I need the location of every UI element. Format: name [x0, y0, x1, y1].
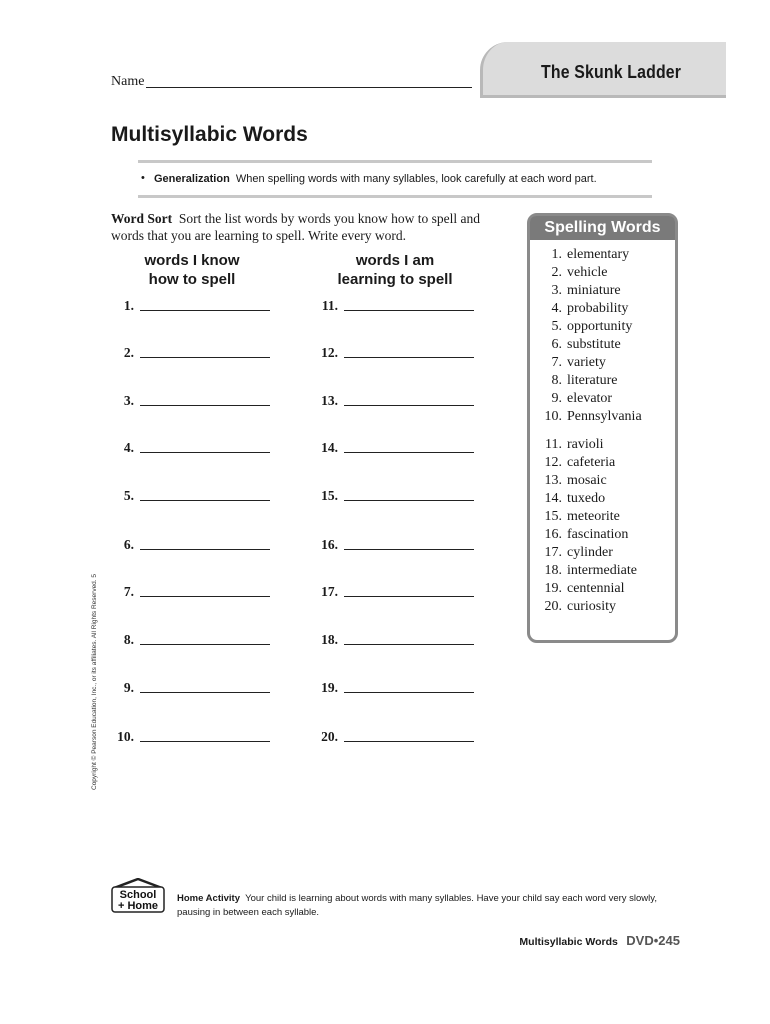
spelling-word: cafeteria — [567, 455, 616, 470]
blank-line[interactable] — [344, 500, 474, 501]
spelling-word: Pennsylvania — [567, 409, 642, 424]
spelling-word: miniature — [567, 283, 621, 298]
answer-blank-row[interactable] — [108, 440, 270, 456]
blank-line[interactable] — [140, 310, 270, 311]
footer-title: Multisyllabic Words — [519, 936, 618, 948]
blank-number: 8. — [123, 632, 134, 647]
bullet-icon: • — [141, 172, 145, 184]
blank-number: 13. — [321, 393, 338, 408]
spelling-word: elementary — [567, 247, 630, 262]
spelling-words-list-1 — [530, 246, 642, 426]
blank-line[interactable] — [344, 644, 474, 645]
blank-number: 11. — [321, 298, 338, 313]
blank-number: 4. — [123, 440, 134, 455]
answer-blank-row[interactable] — [108, 488, 270, 504]
answer-blank-row[interactable] — [312, 632, 474, 648]
answer-blank-row[interactable] — [108, 632, 270, 648]
blank-number: 17. — [321, 584, 338, 599]
blank-number: 2. — [123, 345, 134, 360]
spelling-word: literature — [567, 373, 618, 388]
blank-line[interactable] — [140, 500, 270, 501]
spelling-word-number: 7. — [551, 355, 562, 370]
home-activity-label: Home Activity — [177, 893, 240, 904]
blank-line[interactable] — [344, 692, 474, 693]
blank-number: 19. — [321, 680, 338, 695]
column-heading-learning — [300, 251, 490, 289]
blank-line[interactable] — [344, 741, 474, 742]
spelling-word-item — [530, 598, 637, 616]
spelling-word-item — [530, 282, 642, 300]
spelling-word-number: 13. — [544, 473, 562, 488]
spelling-word-number: 1. — [551, 247, 562, 262]
blank-line[interactable] — [344, 452, 474, 453]
story-title: The Skunk Ladder — [541, 62, 682, 82]
name-label: Name — [111, 74, 145, 89]
spelling-word-item — [530, 490, 637, 508]
generalization-text — [154, 173, 597, 185]
footer-page-number: DVD•245 — [626, 933, 680, 948]
answer-blank-row[interactable] — [108, 393, 270, 409]
spelling-word-item — [530, 246, 642, 264]
spelling-word-item — [530, 508, 637, 526]
spelling-word-number: 9. — [551, 391, 562, 406]
spelling-word-number: 15. — [544, 509, 562, 524]
spelling-word-item — [530, 526, 637, 544]
blank-number: 18. — [321, 632, 338, 647]
column-heading-known — [97, 251, 287, 289]
spelling-word: opportunity — [567, 319, 633, 334]
spelling-word-item — [530, 436, 637, 454]
answer-blank-row[interactable] — [312, 537, 474, 553]
column-heading-learning-line2: learning to spell — [337, 271, 453, 288]
spelling-word: fascination — [567, 527, 629, 542]
spelling-word-item — [530, 264, 642, 282]
spelling-word-number: 2. — [551, 265, 562, 280]
answer-blank-row[interactable] — [312, 488, 474, 504]
spelling-word: substitute — [567, 337, 621, 352]
blank-number: 1. — [123, 298, 134, 313]
answer-blank-row[interactable] — [312, 680, 474, 696]
blank-line[interactable] — [140, 357, 270, 358]
answer-blank-row[interactable] — [108, 298, 270, 314]
blank-number: 3. — [123, 393, 134, 408]
word-sort-instructions — [111, 210, 511, 244]
spelling-word-number: 6. — [551, 337, 562, 352]
blank-line[interactable] — [344, 596, 474, 597]
spelling-word-number: 11. — [545, 437, 562, 452]
name-line — [146, 87, 472, 88]
spelling-word: elevator — [567, 391, 613, 406]
spelling-word-item — [530, 318, 642, 336]
blank-line[interactable] — [344, 357, 474, 358]
home-activity — [177, 892, 667, 920]
word-sort-label: Word Sort — [111, 211, 173, 226]
spelling-word-item — [530, 544, 637, 562]
story-title-tab — [480, 42, 726, 98]
logo-line1: School — [119, 889, 157, 901]
spelling-word-number: 19. — [544, 581, 562, 596]
page-title: Multisyllabic Words — [111, 123, 308, 146]
word-sort-text: Sort the list words by words you know how to spell and words that you are learning to spell. Write every word. — [111, 211, 481, 243]
home-activity-text: Your child is learning about words with many syllables. Have your child say each word very slowly, pausing in between each syllable. — [177, 893, 657, 918]
spelling-word-number: 5. — [551, 319, 562, 334]
blank-line[interactable] — [344, 405, 474, 406]
blank-line[interactable] — [140, 741, 270, 742]
answer-blank-row[interactable] — [108, 680, 270, 696]
page-footer — [519, 932, 680, 950]
answer-blank-row[interactable] — [312, 440, 474, 456]
generalization-body: When spelling words with many syllables, look carefully at each word part. — [235, 173, 597, 185]
generalization-label: Generalization — [154, 173, 230, 185]
blank-number: 16. — [321, 537, 338, 552]
spelling-word-item — [530, 454, 637, 472]
answer-blank-row[interactable] — [312, 584, 474, 600]
blank-number: 12. — [321, 345, 338, 360]
spelling-word-item — [530, 580, 637, 598]
spelling-word: vehicle — [567, 265, 608, 280]
spelling-word-item — [530, 562, 637, 580]
column-heading-known-line1: words I know — [144, 252, 240, 269]
spelling-word-number: 17. — [544, 545, 562, 560]
blank-number: 10. — [117, 729, 134, 744]
answer-blank-row[interactable] — [108, 584, 270, 600]
blank-number: 9. — [123, 680, 134, 695]
spelling-word: curiosity — [567, 599, 616, 614]
spelling-word: ravioli — [567, 437, 604, 452]
blank-number: 6. — [123, 537, 134, 552]
logo-line2: + Home — [117, 900, 159, 912]
answer-blank-row[interactable] — [108, 537, 270, 553]
spelling-word: mosaic — [567, 473, 607, 488]
spelling-word: intermediate — [567, 563, 637, 578]
answer-blank-row[interactable] — [108, 345, 270, 361]
answer-blank-row[interactable] — [312, 393, 474, 409]
column-heading-learning-line1: words I am — [355, 252, 435, 269]
spelling-word-number: 12. — [544, 455, 562, 470]
blank-line[interactable] — [140, 644, 270, 645]
spelling-word-item — [530, 390, 642, 408]
spelling-word-item — [530, 372, 642, 390]
spelling-word-number: 4. — [551, 301, 562, 316]
spelling-word-item — [530, 354, 642, 372]
spelling-words-box — [527, 213, 678, 643]
spelling-word-number: 8. — [551, 373, 562, 388]
answer-blank-row[interactable] — [312, 729, 474, 745]
copyright-notice: Copyright © Pearson Education, Inc., or its affiliates. All Rights Reserved. 5 — [91, 573, 98, 790]
blank-number: 7. — [123, 584, 134, 599]
spelling-word-item — [530, 472, 637, 490]
blank-number: 14. — [321, 440, 338, 455]
column-heading-known-line2: how to spell — [148, 271, 236, 288]
spelling-words-list-2 — [530, 436, 637, 616]
spelling-word: centennial — [567, 581, 625, 596]
answer-blank-row[interactable] — [312, 298, 474, 314]
blank-line[interactable] — [140, 549, 270, 550]
spelling-word-number: 3. — [551, 283, 562, 298]
blank-line[interactable] — [140, 452, 270, 453]
spelling-word: tuxedo — [567, 491, 606, 506]
blank-line[interactable] — [344, 310, 474, 311]
blank-line[interactable] — [140, 596, 270, 597]
answer-blank-row[interactable] — [108, 729, 270, 745]
spelling-word-item — [530, 408, 642, 426]
spelling-word: cylinder — [567, 545, 613, 560]
answer-blank-row[interactable] — [312, 345, 474, 361]
spelling-word-number: 18. — [544, 563, 562, 578]
spelling-word-item — [530, 300, 642, 318]
blank-line[interactable] — [344, 549, 474, 550]
spelling-word-number: 20. — [544, 599, 562, 614]
spelling-word: meteorite — [567, 509, 620, 524]
school-home-logo — [108, 878, 168, 914]
spelling-word-number: 16. — [544, 527, 562, 542]
blank-number: 15. — [321, 488, 338, 503]
spelling-word-number: 14. — [544, 491, 562, 506]
spelling-word-item — [530, 336, 642, 354]
spelling-words-heading: Spelling Words — [530, 216, 675, 240]
spelling-word: probability — [567, 301, 629, 316]
blank-line[interactable] — [140, 405, 270, 406]
spelling-word: variety — [567, 355, 606, 370]
blank-line[interactable] — [140, 692, 270, 693]
blank-number: 5. — [123, 488, 134, 503]
blank-number: 20. — [321, 729, 338, 744]
spelling-word-number: 10. — [544, 409, 562, 424]
